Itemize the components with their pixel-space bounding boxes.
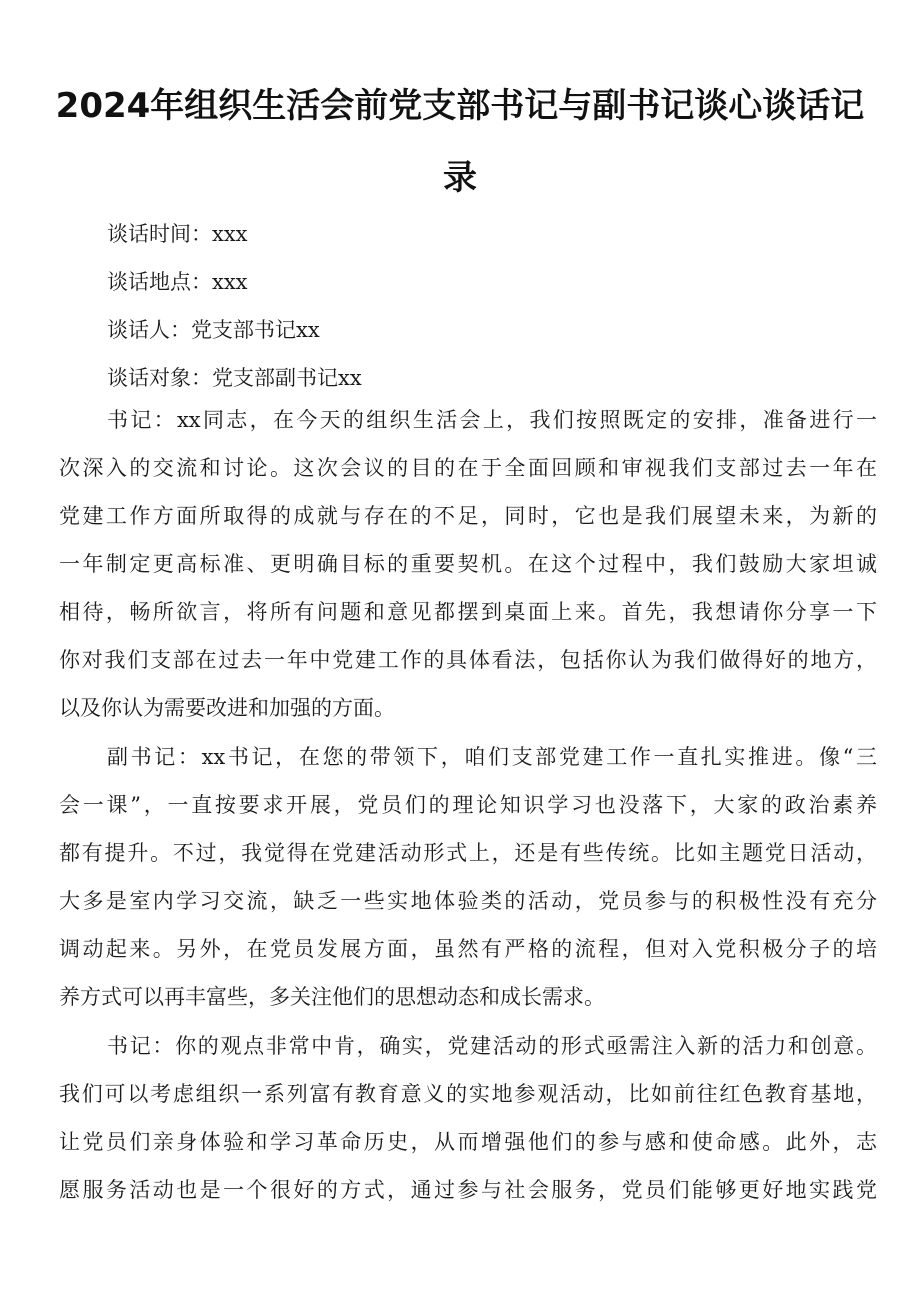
document-title-line-2: 录 (443, 158, 477, 198)
paragraph-line: 你对我们支部在过去一年中党建工作的具体看法，包括你认为我们做得好的地方， (59, 648, 877, 672)
paragraph-line: 书记：你的观点非常中肯，确实，党建活动的形式亟需注入新的活力和创意。 (107, 1034, 877, 1058)
meta-speaker: 谈话人：党支部书记xx (107, 318, 320, 342)
paragraph-line: 养方式可以再丰富些，多关注他们的思想动态和成长需求。 (59, 985, 605, 1009)
paragraph-line: 我们可以考虑组织一系列富有教育意义的实地参观活动，比如前往红色教育基地， (59, 1082, 877, 1106)
meta-place: 谈话地点：xxx (107, 270, 248, 294)
paragraph-line: 愿服务活动也是一个很好的方式，通过参与社会服务，党员们能够更好地实践党 (59, 1178, 877, 1202)
paragraph-line: 一年制定更高标准、更明确目标的重要契机。在这个过程中，我们鼓励大家坦诚 (59, 552, 877, 576)
paragraph-line: 相待，畅所欲言，将所有问题和意见都摆到桌面上来。首先，我想请你分享一下 (59, 600, 877, 624)
paragraph-line: 副书记：xx书记，在您的带领下，咱们支部党建工作一直扎实推进。像“三 (107, 745, 877, 769)
paragraph-line: 大多是室内学习交流，缺乏一些实地体验类的活动，党员参与的积极性没有充分 (59, 889, 877, 913)
paragraph-line: 次深入的交流和讨论。这次会议的目的在于全面回顾和审视我们支部过去一年在 (59, 456, 877, 480)
paragraph-line: 会一课”，一直按要求开展，党员们的理论知识学习也没落下，大家的政治素养 (59, 793, 877, 817)
document-title-line-1: 2024年组织生活会前党支部书记与副书记谈心谈话记 (55, 86, 865, 126)
paragraph-line: 都有提升。不过，我觉得在党建活动形式上，还是有些传统。比如主题党日活动， (59, 841, 877, 865)
paragraph-line: 让党员们亲身体验和学习革命历史，从而增强他们的参与感和使命感。此外，志 (59, 1130, 877, 1154)
meta-time: 谈话时间：xxx (107, 222, 248, 246)
paragraph-line: 党建工作方面所取得的成就与存在的不足，同时，它也是我们展望未来，为新的 (59, 504, 877, 528)
meta-target: 谈话对象：党支部副书记xx (107, 366, 362, 390)
paragraph-line: 书记：xx同志，在今天的组织生活会上，我们按照既定的安排，准备进行一 (107, 408, 877, 432)
paragraph-line: 以及你认为需要改进和加强的方面。 (59, 696, 395, 720)
paragraph-line: 调动起来。另外，在党员发展方面，虽然有严格的流程，但对入党积极分子的培 (59, 937, 877, 961)
